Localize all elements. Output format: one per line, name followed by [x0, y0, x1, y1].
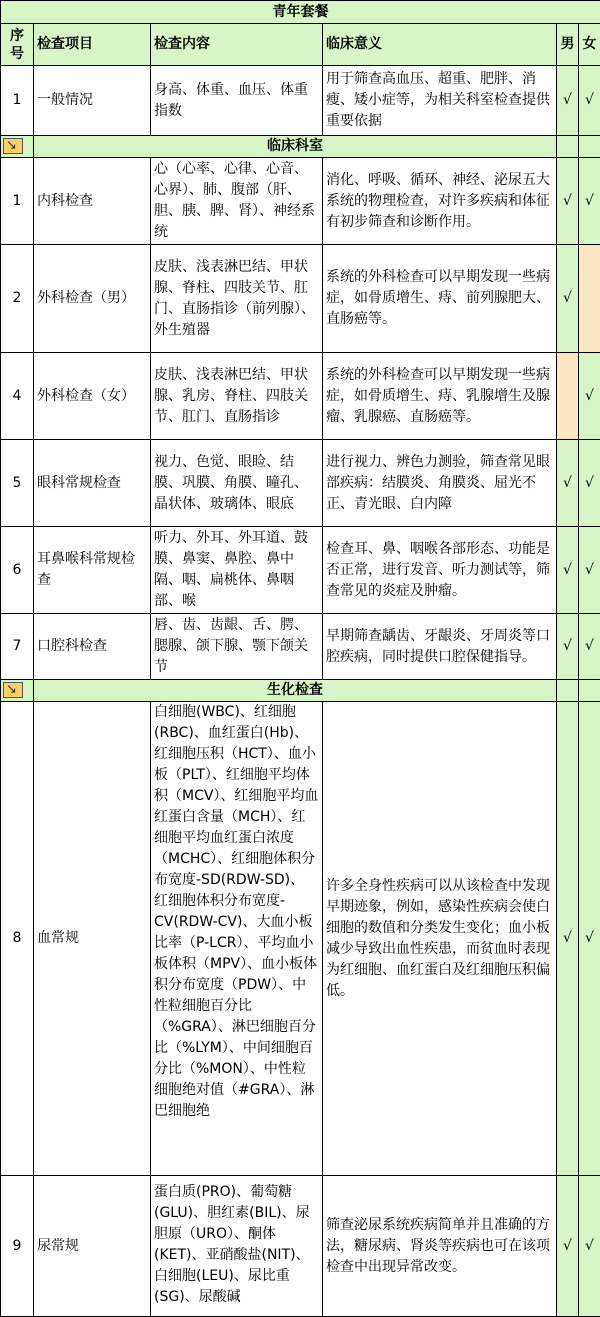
- table-row: 9 尿常规 蛋白质(PRO)、葡萄糖(GLU)、胆红素(BIL)、尿胆原（URO）、酮体(KET)、亚硝酸盐(NIT)、白细胞(LEU)、尿比重(SG)、尿酸碱 筛查泌尿系统疾病简单并且准确的方法，糖尿病、肾炎等疾病也可在该项检查中出现异常改变。 √ √: [1, 1176, 600, 1317]
- section-row-biochem: [1, 680, 600, 702]
- section-label: 生化检查: [34, 680, 557, 702]
- section-label: 临床科室: [34, 136, 557, 158]
- header-female: 女: [579, 24, 600, 66]
- table-row: 2 外科检查（男） 皮肤、浅表淋巴结、甲状腺、脊柱、四肢关节、肛门、直肠指诊（前列腺）、外生殖器 系统的外科检查可以早期发现一些病症，如骨质增生、痔、前列腺肥大、直肠癌等。 √: [1, 245, 600, 353]
- section-row-clinical: [1, 136, 600, 158]
- table-title: 青年套餐: [1, 1, 600, 24]
- header-content: 检查内容: [151, 24, 323, 66]
- table-row: 8 血常规 白细胞(WBC)、红细胞(RBC)、血红蛋白(Hb)、红细胞压积（HCT）、血小板（PLT）、红细胞平均体积（MCV）、红细胞平均血红蛋白含量（MCH）、红细胞平均血红蛋白浓度（MCHC）、红细胞体积分布宽度-SD(RDW-SD)、 红细胞体积分布宽度-CV(RDW-CV)、大血小板比率（P-LCR）、平均血小板体积（MPV）、血小板体积分布宽度（PDW）、中性粒细胞百分比（%GRA）、淋巴细胞百分比（%LYM）、中间细胞百分比（%MON）、中性粒细胞绝对值（#GRA）、淋巴细胞绝 许多全身性疾病可以从该检查中发现早期迹象，例如，感染性疾病会使白细胞的数值和分类发生变化；血小板减少导致出血性疾患，而贫血时表现为红细胞、血红蛋白及红细胞压积偏低。 √ √: [1, 702, 600, 1176]
- table-row: 7 口腔科检查 唇、齿、齿龈、舌、腭、腮腺、颌下腺、颚下颌关节 早期筛查龋齿、牙龈炎、牙周炎等口腔疾病，同时提供口腔保健指导。 √ √: [1, 614, 600, 680]
- table-row: 5 眼科常规检查 视力、色觉、眼睑、结膜、巩膜、角膜、瞳孔、晶状体、玻璃体、眼底 进行视力、辨色力测验，筛查常见眼部疾病：结膜炎、角膜炎、屈光不正、青光眼、白内障 √ √: [1, 440, 600, 527]
- table-row: 1 内科检查 心（心率、心律、心音、心界）、肺、腹部（肝、胆、胰、脾、肾）、神经系统 消化、呼吸、循环、神经、泌尿五大系统的物理检查，对许多疾病和体征有初步筛查和诊断作用。 √ √: [1, 158, 600, 245]
- expand-arrow-icon[interactable]: [3, 682, 23, 698]
- table-row: 1 一般情况 身高、体重、血压、体重指数 用于筛查高血压、超重、肥胖、消瘦、矮小症等，为相关科室检查提供重要依据 √ √: [1, 66, 600, 136]
- expand-arrow-icon[interactable]: [3, 138, 23, 154]
- table-row: 6 耳鼻喉科常规检查 听力、外耳、外耳道、鼓膜、鼻窦、鼻腔、鼻中隔、咽、扁桃体、鼻咽部、喉 检查耳、鼻、咽喉各部形态、功能是否正常，进行发音、听力测试等，筛查常见的炎症及肿瘤。 √ √: [1, 527, 600, 614]
- header-no: 序号: [1, 24, 34, 66]
- header-item: 检查项目: [34, 24, 151, 66]
- header-male: 男: [557, 24, 579, 66]
- table-row: 4 外科检查（女） 皮肤、浅表淋巴结、甲状腺、乳房、脊柱、四肢关节、肛门、直肠指诊 系统的外科检查可以早期发现一些病症，如骨质增生、痔、乳腺增生及腺瘤、乳腺癌、直肠癌等。 √: [1, 353, 600, 440]
- header-meaning: 临床意义: [323, 24, 557, 66]
